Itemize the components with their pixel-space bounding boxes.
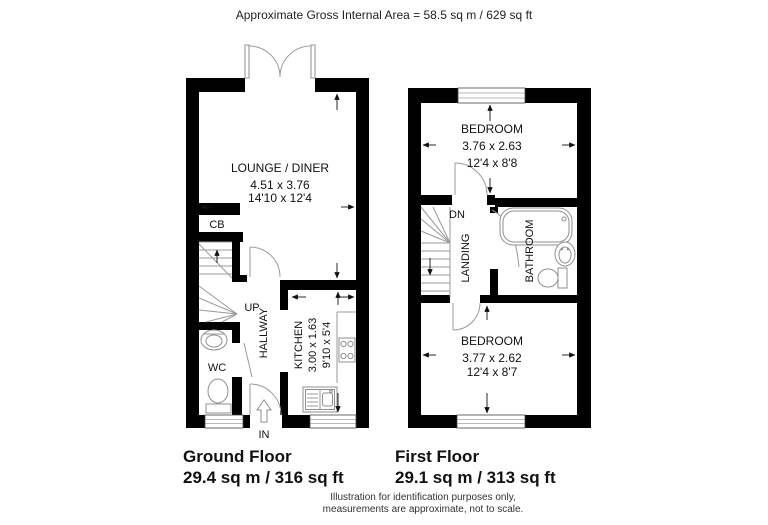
hallway-label: HALLWAY: [258, 307, 270, 359]
ground-floor-plan: [180, 40, 370, 440]
first-floor-stairs: [421, 207, 450, 297]
disclaimer: [267, 492, 579, 516]
ground-floor-title-block: [183, 446, 344, 488]
lounge-hallway-door: [250, 247, 280, 277]
kitchen-label: KITCHEN: [293, 320, 305, 370]
wc-sink-icon: [201, 330, 227, 350]
bedroom-back-imperial: 12'4 x 8'7: [466, 365, 518, 379]
bathroom-label: BATHROOM: [524, 219, 536, 283]
bathroom-sink-icon: [555, 242, 575, 266]
bedroom-back-door: [453, 303, 480, 330]
sink-unit-icon: [303, 387, 337, 412]
wc-window: [205, 415, 243, 428]
first-floor-title-block: [395, 446, 556, 488]
in-arrow-icon: [257, 400, 271, 422]
wc-toilet-icon: [206, 379, 231, 413]
in-label: IN: [258, 429, 270, 440]
wc-door: [244, 343, 252, 377]
first-floor-area: 29.1 sq m / 313 sq ft: [395, 468, 556, 487]
up-label: UP: [244, 302, 260, 314]
bedroom-front-metric: 3.76 x 2.63: [462, 139, 522, 153]
ground-floor-area: 29.4 sq m / 316 sq ft: [183, 468, 344, 487]
bathroom-toilet-icon: [538, 268, 567, 288]
hob-icon: [339, 338, 355, 362]
gross-internal-area-title: Approximate Gross Internal Area = 58.5 sq m / 629 sq ft: [235, 8, 533, 22]
bedroom-back-label: BEDROOM: [460, 334, 524, 348]
wc-label: WC: [207, 362, 227, 374]
ground-stairs: [199, 242, 237, 322]
lounge-imperial: 14'10 x 12'4: [248, 191, 312, 205]
lounge-metric: 4.51 x 3.76: [250, 178, 310, 192]
kitchen-metric: 3.00 x 1.63: [307, 317, 319, 373]
landing-label: LANDING: [460, 233, 472, 283]
ground-floor-walls: [186, 78, 369, 428]
down-label: DN: [449, 209, 465, 221]
first-floor-title: First Floor: [395, 447, 480, 466]
cupboard-label: CB: [209, 219, 225, 231]
bedroom-front-label: BEDROOM: [460, 122, 524, 136]
disclaimer-line2: measurements are approximate, not to scale.: [322, 504, 524, 515]
lounge-label: LOUNGE / DINER: [230, 161, 330, 175]
kitchen-window: [310, 415, 356, 428]
bedroom-front-imperial: 12'4 x 8'8: [466, 156, 518, 170]
french-doors: [245, 45, 315, 78]
bedroom-back-metric: 3.77 x 2.62: [462, 351, 522, 365]
first-floor-plan: [400, 70, 595, 435]
disclaimer-line1: Illustration for identification purposes only,: [330, 492, 516, 503]
bedroom-back-window: [457, 415, 525, 428]
ground-floor-title: Ground Floor: [183, 447, 292, 466]
kitchen-imperial: 9'10 x 5'4: [321, 321, 333, 369]
bathtub-icon: [500, 208, 572, 245]
bedroom-front-window: [458, 88, 525, 103]
